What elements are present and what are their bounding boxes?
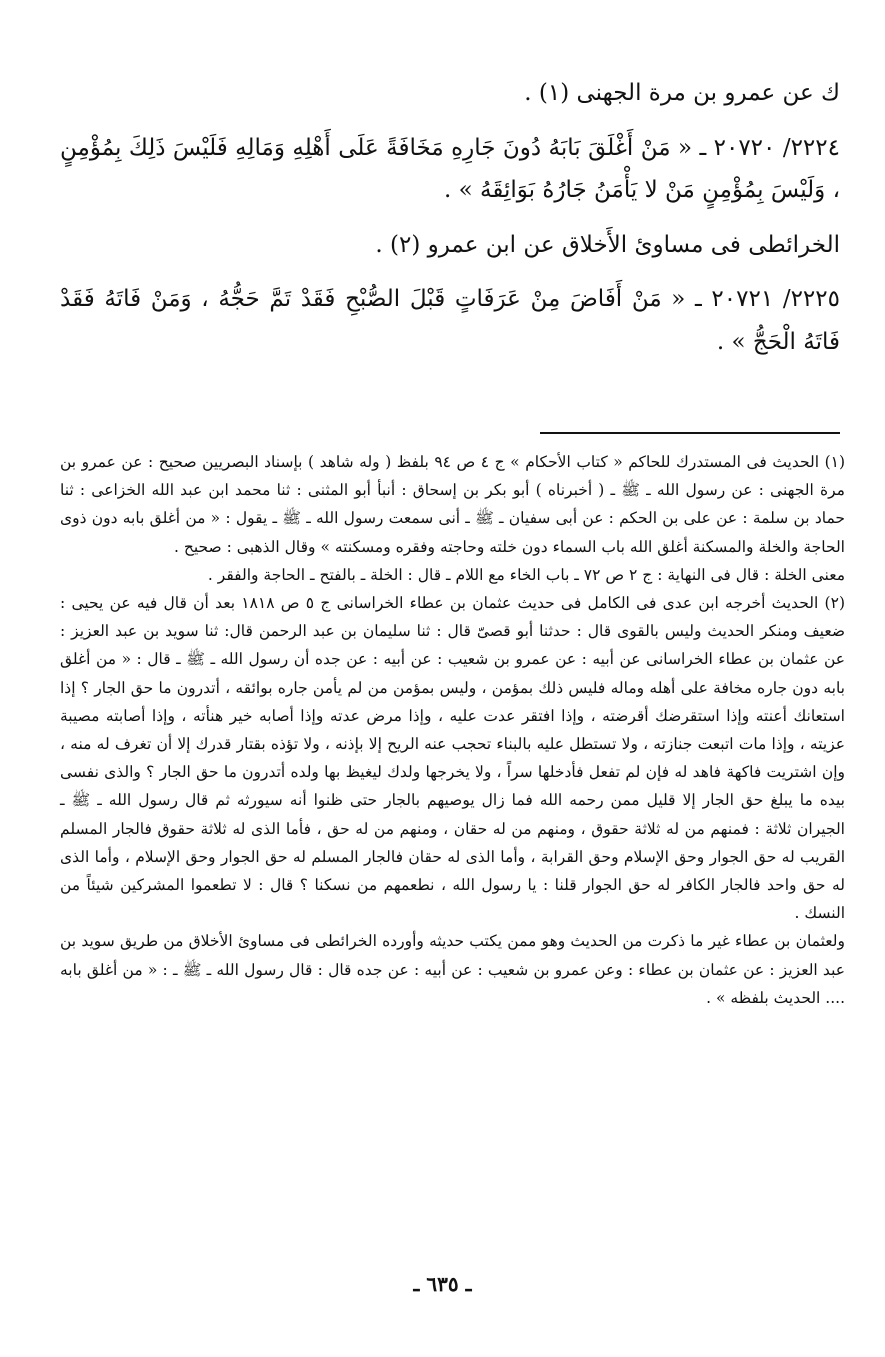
footnote-2: (٢) الحديث أخرجه ابن عدى فى الكامل فى حديث عثمان بن عطاء الخراسانى ج ٥ ص ١٨١٨ بعد أن قال فيه عن يحيى : ضعيف ومنكر الحديث وليس بالقوى قال : حدثنا أبو قصىّ قال : ثنا سليمان بن عبد الرحمن قال: ثنا سويد بن عبد العزيز : عن عثمان بن عطاء الخراسانى عن أبيه : عن عمرو بن شعيب : عن أبيه : عن جده أن رسول الله ـ ﷺ ـ قال : « من أغلق بابه دون جاره مخافة على أهله وماله فليس ذلك بمؤمن ، وليس بمؤمن من لم يأمن جاره بوائقه ، أتدرون ما حق الجار ؟ إذا استعانك أعنته وإذا استقرضك أقرضته ، وإذا افتقر عدت عليه ، وإذا مرض عدته وإذا أصابه خير هنأته ، وإذا أصابته مصيبة عزيته ، وإذا مات اتبعت جنازته ، ولا تستطل عليه بالبناء تحجب عنه الريح إلا بإذنه ، ولا تؤذه بقتار قدرك إلا أن تغرف له منه ، وإن اشتريت فاكهة فاهد له فإن لم تفعل فأدخلها سراً ، ولا يخرجها ولدك ليغيظ بها ولده أتدرون ما حق الجار ؟ والذى نفسى بيده ما يبلغ حق الجار إلا قليل ممن رحمه الله فما زال يوصيهم بالجار حتى ظنوا أنه سيورثه ثم قال رسول الله ـ ﷺ ـ الجيران ثلاثة : فمنهم من له ثلاثة حقوق ، ومنهم من له حقان ، ومنهم من له حق ، فأما الذى له ثلاثة حقوق فالجار المسلم القريب له حق الجوار وحق الإسلام وحق القرابة ، وأما الذى له حقان فالجار المسلم له حق الجوار وحق الإسلام ، وأما الذى له حق واحد فالجار الكافر له حق الجوار قلنا : يا رسول الله ، نطعمهم من نسكنا ؟ قال : لا تطعموا المشركين شيئاً من النسك . [60, 594, 845, 923]
footnote-1-extra: معنى الخلة : قال فى النهاية : ج ٢ ص ٧٢ ـ باب الخاء مع اللام ـ قال : الخلة ـ بالفتح ـ الحاجة والفقر . [207, 565, 845, 584]
hadith-2225: ٢٢٢٥/ ٢٠٧٢١ ـ « مَنْ أَفَاضَ مِنْ عَرَفَاتٍ قَبْلَ الصُّبْحِ فَقَدْ تَمَّ حَجُّهُ ، وَمَنْ فَاتَهُ فَقَدْ فَاتَهُ الْحَجُّ » . [60, 286, 840, 355]
footnotes [60, 448, 845, 1012]
hadith-2224: ٢٢٢٤/ ٢٠٧٢٠ ـ « مَنْ أَغْلَقَ بَابَهُ دُونَ جَارِهِ مَخَافَةً عَلَى أَهْلِهِ وَمَالِهِ فَلَيْسَ ذَلِكَ بِمُؤْمِنٍ ، وَلَيْسَ بِمُؤْمِنٍ مَنْ لا يَأْمَنُ جَارُهُ بَوَائِقَهُ » . [60, 134, 840, 204]
footnote-1: (١) الحديث فى المستدرك للحاكم « كتاب الأحكام » ج ٤ ص ٩٤ بلفظ ( وله شاهد ) بإسناد البصريين صحيح : عن عمرو بن مرة الجهنى : عن رسول الله ـ ﷺ ـ ( أخبرناه ) أبو بكر بن إسحاق : أنبأ أبو المثنى : ثنا محمد ابن عبد الله الخزاعى : ثنا حماد بن سلمة : عن على بن الحكم : عن أبى سفيان ـ ﷺ ـ أنى سمعت رسول الله ـ ﷺ ـ يقول : « من أغلق بابه دون ذوى الحاجة والخلة والمسكنة أغلق الله باب السماء دون خلته وحاجته وفقره ومسكنته » وقال الذهبى : صحيح . [60, 453, 846, 556]
main-line-1: ك عن عمرو بن مرة الجهنى (١) . [524, 80, 840, 106]
page-number: ـ ٦٣٥ ـ [413, 1272, 472, 1296]
footnote-2-extra: ولعثمان بن عطاء غير ما ذكرت من الحديث وهو ممن يكتب حديثه وأورده الخرائطى فى مساوئ الأخلاق من طريق سويد بن عبد العزيز : عن عثمان بن عطاء : وعن عمرو بن شعيب : عن أبيه : عن جده قال : قال رسول الله ـ ﷺ ـ : « من أغلق بابه .... الحديث بلفظه » . [60, 932, 845, 1007]
main-line-3: الخرائطى فى مساوئ الأَخلاق عن ابن عمرو (٢) . [375, 231, 840, 258]
main-text [60, 72, 840, 375]
footnote-separator [540, 432, 840, 434]
